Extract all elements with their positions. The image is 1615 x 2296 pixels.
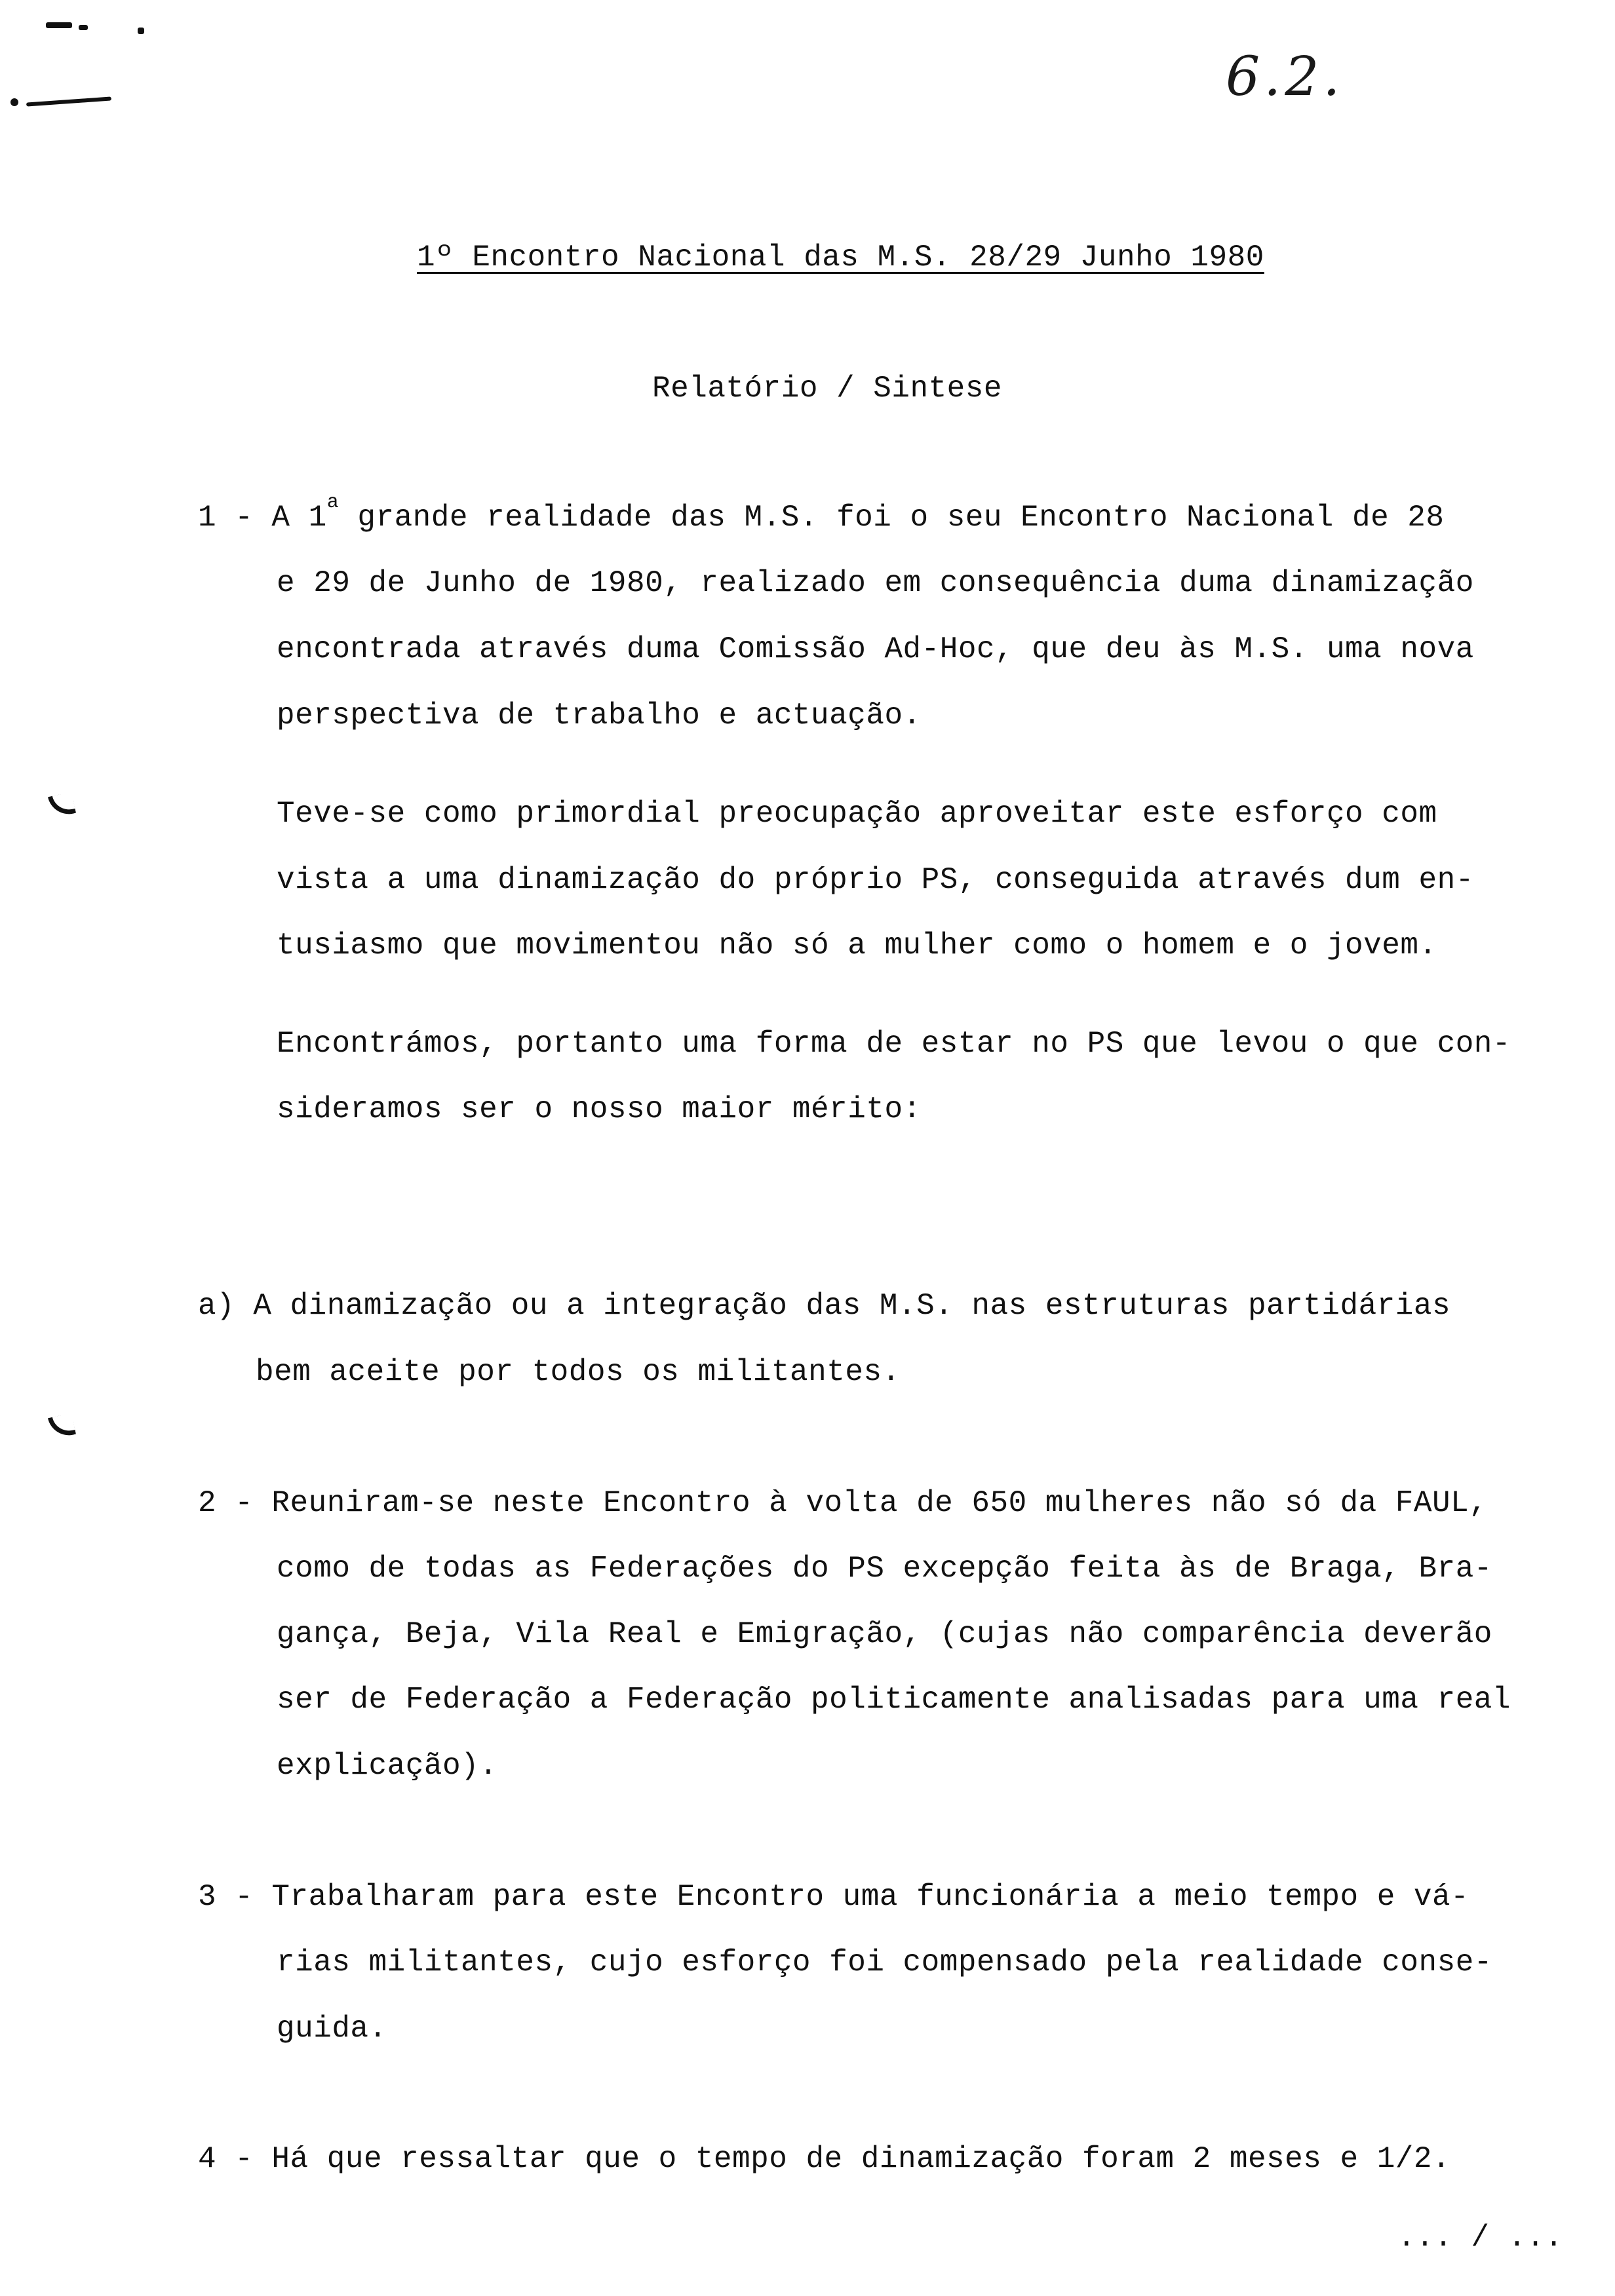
continuation-marker: ... / ... bbox=[1397, 2221, 1563, 2255]
section-1-line-3: encontrada através duma Comissão Ad-Hoc, que deu às M.S. uma nova bbox=[277, 632, 1474, 666]
section-1-line-2: e 29 de Junho de 1980, realizado em consequência duma dinamização bbox=[277, 566, 1474, 600]
document-title: 1º Encontro Nacional das M.S. 28/29 Junho 1980 bbox=[417, 240, 1264, 275]
section-2-line-4: ser de Federação a Federação politicamente analisadas para uma real bbox=[277, 1683, 1511, 1717]
paragraph-2-line-1: Teve-se como primordial preocupação aproveitar este esforço com bbox=[277, 797, 1437, 831]
item-a-line-1: a) A dinamização ou a integração das M.S. nas estruturas partidárias bbox=[198, 1289, 1451, 1323]
section-3-line-3: guida. bbox=[277, 2012, 387, 2046]
section-1-line-4: perspectiva de trabalho e actuação. bbox=[277, 698, 922, 733]
paragraph-3-line-1: Encontrámos, portanto uma forma de estar no PS que levou o que con- bbox=[277, 1027, 1511, 1061]
margin-check-mark bbox=[48, 1413, 76, 1440]
paragraph-2-line-2: vista a uma dinamização do próprio PS, conseguida através dum en- bbox=[277, 863, 1474, 897]
handwritten-page-number: 6.2. bbox=[1226, 46, 1344, 108]
scan-speck bbox=[46, 22, 72, 28]
document-subtitle: Relatório / Sintese bbox=[652, 372, 1002, 406]
section-2-line-3: gança, Beja, Vila Real e Emigração, (cujas não comparência deverão bbox=[277, 1617, 1492, 1651]
paragraph-2-line-3: tusiasmo que movimentou não só a mulher como o homem e o jovem. bbox=[277, 928, 1437, 963]
section-2-line-1: 2 - Reuniram-se neste Encontro à volta de 650 mulheres não só da FAUL, bbox=[198, 1486, 1488, 1520]
section-4-line-1: 4 - Há que ressaltar que o tempo de dinamização foram 2 meses e 1/2. bbox=[198, 2142, 1451, 2176]
section-3-line-1: 3 - Trabalharam para este Encontro uma funcionária a meio tempo e vá- bbox=[198, 1880, 1469, 1914]
section-2-line-5: explicação). bbox=[277, 1749, 498, 1783]
scan-speck bbox=[138, 28, 144, 34]
section-1-line-1: 1 - A 1$^a$ grande realidade das M.S. foi o seu Encontro Nacional de 28 bbox=[198, 491, 1445, 535]
paragraph-3-line-2: sideramos ser o nosso maior mérito: bbox=[277, 1092, 922, 1126]
scan-speck bbox=[10, 98, 18, 106]
scan-speck bbox=[79, 25, 88, 30]
scan-speck bbox=[26, 96, 111, 106]
item-a-line-2: bem aceite por todos os militantes. bbox=[256, 1355, 901, 1389]
section-2-line-2: como de todas as Federações do PS excepção feita às de Braga, Bra- bbox=[277, 1552, 1492, 1586]
margin-check-mark bbox=[48, 792, 76, 818]
section-3-line-2: rias militantes, cujo esforço foi compensado pela realidade conse- bbox=[277, 1945, 1492, 1980]
